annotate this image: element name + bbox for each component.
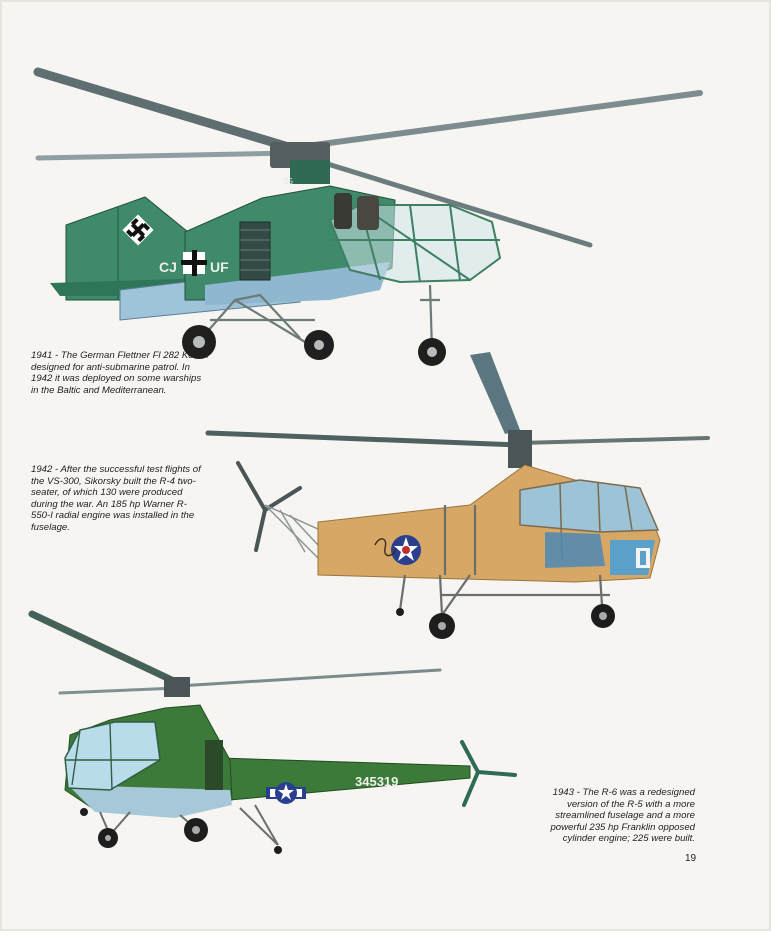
caption-r4: 1942 - After the successful test flights of the VS-300, Sikorsky built the R-4 two-seater, of which 130 were produced during the war. An 185 hp Warner R-550-I radial engine was installed in the fuselage. <box>31 464 201 533</box>
fl282-illustration <box>38 72 700 366</box>
r6-illustration <box>32 614 515 854</box>
fl282-cockpit-frame <box>330 205 500 282</box>
r6-tail-number: 345319 <box>355 774 399 789</box>
fl282-fuselage-code-right: UF <box>210 259 229 275</box>
fl282-fuselage-code-left: CJ <box>159 259 177 275</box>
fuselage-cross <box>181 250 207 276</box>
r4-illustration <box>208 352 708 639</box>
r4-rotor-icon <box>208 352 708 468</box>
r6-rotor-icon <box>32 614 440 697</box>
page-number: 19 <box>685 853 697 864</box>
caption-r6: 1943 - The R-6 was a redesigned version of the R-5 with a more streamlined fuselage and a more powerful 235 hp Franklin opposed cylinder engine; 225 were built. <box>550 787 695 844</box>
caption-fl282: 1941 - The German Flettner Fl 282 Kolibri designed for anti-submarine patrol. In 1942 it was deployed on some warships in the Baltic and Mediterranean. <box>31 350 209 396</box>
r4-tail-truss <box>265 505 320 560</box>
fl282-nose-code: 05 <box>284 177 293 186</box>
